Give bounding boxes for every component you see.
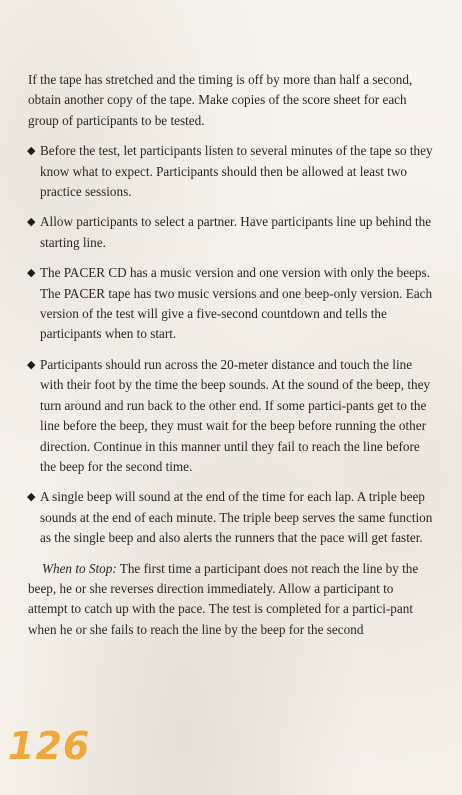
- diamond-bullet-icon: ◆: [27, 216, 36, 229]
- bullet-text: Before the test, let participants listen to several minutes of the tape so they know what to expect. Participants should then be allowed at least two practice sessions.: [40, 143, 433, 200]
- when-to-stop-text: The first time a participant does not reach the line by the beep, he or she reverses direction immediately. Allow a participant to attempt to catch up with the pace. The test is completed for a partici-pant when he or she fails to reach the line by the beep for the second: [28, 560, 419, 637]
- bullet-item: [28, 141, 436, 202]
- intro-paragraph: If the tape has stretched and the timing is off by more than half a second, obtain another copy of the tape. Make copies of the score sheet for each group of participants to be tested.: [28, 72, 413, 128]
- bullet-text: A single beep will sound at the end of the time for each lap. A triple beep sounds at the end of each minute. The triple beep serves the same function as the single beep and also alerts the runners that the pace will get faster.: [40, 489, 433, 546]
- diamond-bullet-icon: ◆: [27, 491, 36, 504]
- when-to-stop-label: When to Stop:: [42, 560, 117, 576]
- bullet-item: [28, 487, 436, 548]
- bullet-item: [28, 263, 436, 345]
- diamond-bullet-icon: ◆: [27, 145, 36, 158]
- bullet-text: Participants should run across the 20-meter distance and touch the line with their foot by the time the beep sounds. At the sound of the beep, they turn around and run back to the other end. If some partici-pants get to the line before the beep, they must wait for the beep before running the other direction. Continue in this manner until they fail to reach the line before the beep for the second time.: [40, 356, 431, 474]
- body-text: [0, 70, 462, 640]
- bullet-item: [28, 355, 436, 477]
- diamond-bullet-icon: ◆: [27, 267, 36, 280]
- bullet-item: [28, 212, 436, 253]
- bullet-text: The PACER CD has a music version and one version with only the beeps. The PACER tape has two music versions and one beep-only version. Each version of the test will give a five-second countdown and tells the participants when to start.: [40, 265, 433, 342]
- bullet-text: Allow participants to select a partner. Have participants line up behind the starting line.: [40, 214, 432, 250]
- when-to-stop-paragraph: [28, 559, 436, 641]
- page-number: 126: [8, 724, 91, 768]
- diamond-bullet-icon: ◆: [27, 358, 36, 371]
